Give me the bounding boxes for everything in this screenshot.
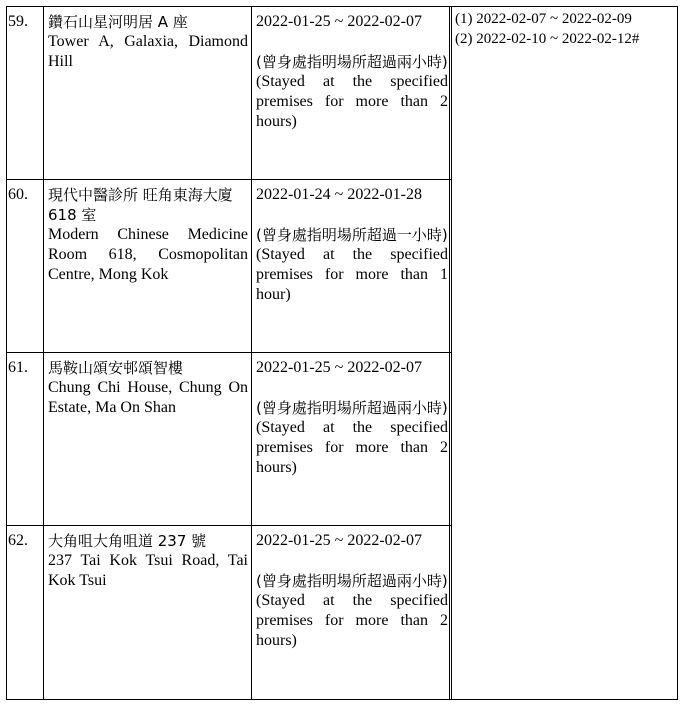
date-range: 2022-01-25 ~ 2022-02-07 <box>256 532 422 549</box>
column-divider <box>43 6 44 700</box>
row-number: 61. <box>8 359 28 376</box>
visit-dates <box>256 182 448 305</box>
stay-note-en: (Stayed at the specified premises for more than 2 hours) <box>256 419 448 476</box>
row-divider <box>6 525 452 526</box>
premises-name-en: 237 Tai Kok Tsui Road, Tai Kok Tsui <box>48 552 248 589</box>
row-number: 60. <box>8 186 28 203</box>
premises-name <box>48 9 248 72</box>
stay-note-en: (Stayed at the specified premises for more than 1 hour) <box>256 246 448 303</box>
stay-note-zh: (曾身處指明場所超過兩小時) <box>256 572 448 590</box>
testing-date-2: (2) 2022-02-10 ~ 2022-02-12# <box>455 31 640 47</box>
row-divider <box>6 352 452 353</box>
column-divider <box>449 6 452 700</box>
column-divider <box>251 6 252 700</box>
stay-note-zh: (曾身處指明場所超過一小時) <box>256 226 448 244</box>
row-number: 59. <box>8 13 28 30</box>
stay-note-en: (Stayed at the specified premises for more than 2 hours) <box>256 73 448 130</box>
stay-note-zh: (曾身處指明場所超過兩小時) <box>256 53 448 71</box>
visit-dates <box>256 355 448 478</box>
testing-dates <box>455 9 675 49</box>
stay-note-zh: (曾身處指明場所超過兩小時) <box>256 399 448 417</box>
premises-name-zh: 馬鞍山頌安邨頌智樓 <box>48 359 184 377</box>
date-range: 2022-01-24 ~ 2022-01-28 <box>256 186 422 203</box>
row-number: 62. <box>8 532 28 549</box>
premises-name-en: Chung Chi House, Chung On Estate, Ma On Shan <box>48 379 248 416</box>
premises-name-en: Modern Chinese Medicine Room 618, Cosmopolitan Centre, Mong Kok <box>48 226 248 283</box>
premises-name-zh: 大角咀大角咀道 237 號 <box>48 532 207 550</box>
date-range: 2022-01-25 ~ 2022-02-07 <box>256 13 422 30</box>
premises-name-zh: 鑽石山星河明居 A 座 <box>48 13 188 31</box>
date-range: 2022-01-25 ~ 2022-02-07 <box>256 359 422 376</box>
visit-dates <box>256 9 448 132</box>
premises-name <box>48 182 248 285</box>
premises-name <box>48 528 248 591</box>
stay-note-en: (Stayed at the specified premises for more than 2 hours) <box>256 592 448 649</box>
testing-date-1: (1) 2022-02-07 ~ 2022-02-09 <box>455 11 632 27</box>
visit-dates <box>256 528 448 651</box>
premises-name-en: Tower A, Galaxia, Diamond Hill <box>48 33 248 70</box>
premises-name-zh: 現代中醫診所 旺角東海大廈 618 室 <box>48 186 233 224</box>
premises-name <box>48 355 248 418</box>
row-divider <box>6 179 452 180</box>
